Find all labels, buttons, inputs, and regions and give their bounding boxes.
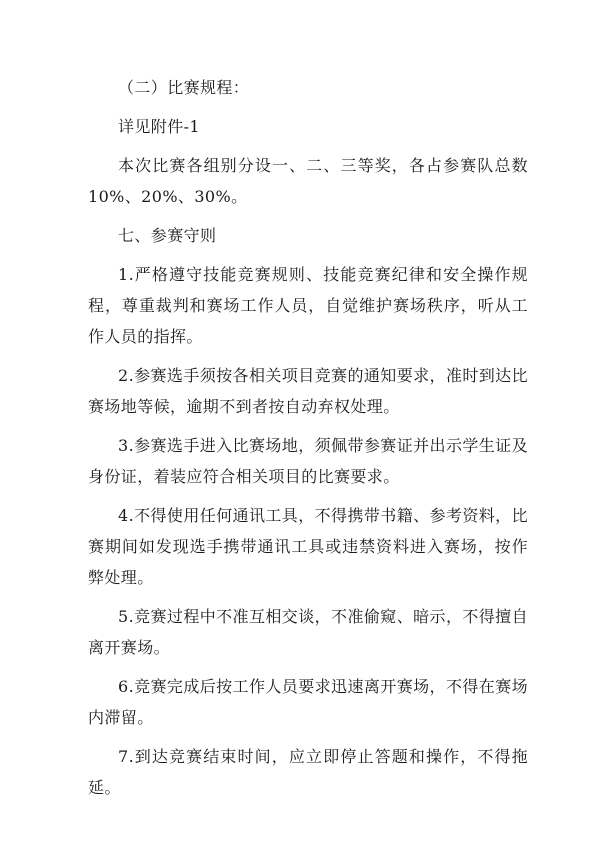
document-body bbox=[88, 72, 528, 811]
awards-paragraph: 本次比赛各组别分设一、二、三等奖，各占参赛队总数10%、20%、30%。 bbox=[88, 156, 528, 206]
rule-item-5: 5.竞赛过程中不准互相交谈，不准偷窥、暗示，不得擅自离开赛场。 bbox=[88, 607, 528, 657]
participant-rules-heading: 七、参赛守则 bbox=[118, 226, 217, 245]
rule-item-3: 3.参赛选手进入比赛场地，须佩带参赛证并出示学生证及身份证，着装应符合相关项目的比赛要求。 bbox=[88, 436, 528, 486]
competition-rules-details: 详见附件-1 bbox=[118, 117, 200, 136]
competition-rules-heading: （二）比赛规程： bbox=[118, 78, 250, 97]
rule-item-2: 2.参赛选手须按各相关项目竞赛的通知要求，准时到达比赛场地等候，逾期不到者按自动弃权处理。 bbox=[88, 366, 528, 416]
rule-item-1: 1.严格遵守技能竞赛规则、技能竞赛纪律和安全操作规程，尊重裁判和赛场工作人员，自觉维护赛场秩序，听从工作人员的指挥。 bbox=[88, 265, 528, 346]
rule-item-6: 6.竞赛完成后按工作人员要求迅速离开赛场，不得在赛场内滞留。 bbox=[88, 677, 528, 727]
rule-item-7: 7.到达竞赛结束时间，应立即停止答题和操作，不得拖延。 bbox=[88, 747, 528, 797]
rule-item-4: 4.不得使用任何通讯工具，不得携带书籍、参考资料，比赛期间如发现选手携带通讯工具或违禁资料进入赛场，按作弊处理。 bbox=[88, 506, 528, 587]
